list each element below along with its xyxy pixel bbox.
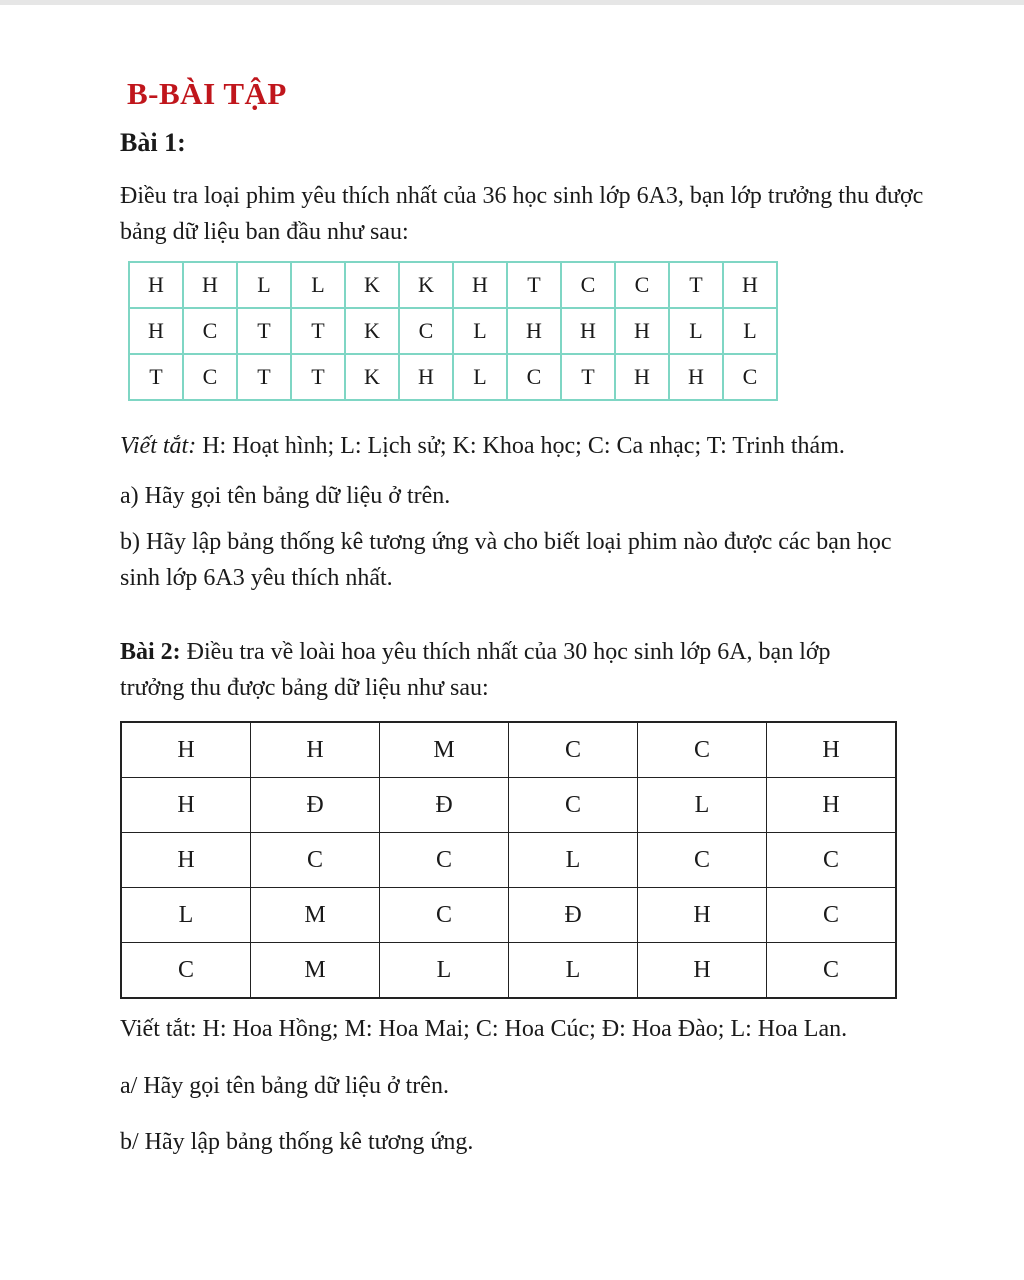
table-cell: L: [453, 354, 507, 400]
table-cell: Đ: [251, 778, 380, 833]
table-cell: C: [767, 888, 897, 943]
table-cell: T: [129, 354, 183, 400]
table-cell: Đ: [509, 888, 638, 943]
exercise-1-question-b: b) Hãy lập bảng thống kê tương ứng và cho biết loại phim nào được các bạn học sinh lớp 6A3 yêu thích nhất.: [120, 529, 892, 591]
exercise-2-table-row: [121, 888, 896, 943]
table-cell: M: [251, 943, 380, 999]
table-cell: L: [509, 833, 638, 888]
table-cell: C: [767, 943, 897, 999]
table-cell: H: [129, 308, 183, 354]
exercise-1-abbreviations: [120, 428, 845, 464]
exercise-1-question-a: a) Hãy gọi tên bảng dữ liệu ở trên.: [120, 483, 451, 509]
table-cell: L: [669, 308, 723, 354]
exercise-2-abbreviations: Viết tắt: H: Hoa Hồng; M: Hoa Mai; C: Hoa Cúc; Đ: Hoa Đào; L: Hoa Lan.: [120, 1016, 848, 1042]
table-cell: L: [121, 888, 251, 943]
table-cell: T: [291, 354, 345, 400]
table-cell: T: [561, 354, 615, 400]
exercise-1-table-row: [129, 354, 777, 400]
table-cell: H: [121, 722, 251, 778]
exercise-2-label: Bài 2:: [120, 639, 181, 665]
table-cell: C: [509, 778, 638, 833]
table-cell: L: [723, 308, 777, 354]
table-cell: K: [345, 354, 399, 400]
table-cell: T: [507, 262, 561, 308]
table-cell: C: [380, 888, 509, 943]
table-cell: Đ: [380, 778, 509, 833]
table-cell: K: [345, 308, 399, 354]
table-cell: H: [615, 308, 669, 354]
table-cell: C: [183, 308, 237, 354]
exercise-1-table-row: [129, 262, 777, 308]
table-cell: C: [638, 833, 767, 888]
table-cell: H: [615, 354, 669, 400]
exercise-2-intro: [120, 634, 900, 706]
table-cell: C: [767, 833, 897, 888]
table-cell: H: [669, 354, 723, 400]
table-cell: C: [615, 262, 669, 308]
table-cell: C: [380, 833, 509, 888]
exercise-2-intro-text: Điều tra về loài hoa yêu thích nhất của 30 học sinh lớp 6A, bạn lớp trưởng thu được bảng dữ liệu như sau:: [120, 639, 831, 701]
table-cell: L: [638, 778, 767, 833]
exercise-2-table-row: [121, 722, 896, 778]
table-cell: H: [561, 308, 615, 354]
table-cell: C: [251, 833, 380, 888]
table-cell: T: [669, 262, 723, 308]
section-title: B-BÀI TẬP: [127, 76, 287, 111]
abbreviation-label: Viết tắt:: [120, 433, 197, 459]
table-cell: H: [121, 833, 251, 888]
table-cell: H: [129, 262, 183, 308]
table-cell: H: [638, 943, 767, 999]
table-cell: L: [237, 262, 291, 308]
table-cell: H: [453, 262, 507, 308]
table-cell: L: [291, 262, 345, 308]
table-cell: K: [345, 262, 399, 308]
table-cell: C: [723, 354, 777, 400]
table-cell: C: [638, 722, 767, 778]
table-cell: T: [237, 354, 291, 400]
table-cell: H: [507, 308, 561, 354]
table-cell: M: [380, 722, 509, 778]
exercise-2-table-row: [121, 778, 896, 833]
table-cell: C: [399, 308, 453, 354]
table-cell: H: [767, 722, 897, 778]
table-cell: H: [251, 722, 380, 778]
table-cell: H: [183, 262, 237, 308]
table-cell: H: [121, 778, 251, 833]
table-cell: K: [399, 262, 453, 308]
table-cell: C: [121, 943, 251, 999]
exercise-2-data-table: [120, 721, 897, 999]
table-cell: T: [237, 308, 291, 354]
table-cell: C: [507, 354, 561, 400]
table-cell: C: [561, 262, 615, 308]
table-cell: C: [509, 722, 638, 778]
exercise-2-table-row: [121, 833, 896, 888]
table-cell: M: [251, 888, 380, 943]
exercise-2-table-row: [121, 943, 896, 999]
table-cell: H: [723, 262, 777, 308]
table-cell: L: [453, 308, 507, 354]
table-cell: C: [183, 354, 237, 400]
abbreviation-text: H: Hoạt hình; L: Lịch sử; K: Khoa học; C: Ca nhạc; T: Trinh thám.: [196, 433, 845, 459]
exercise-2-question-b: b/ Hãy lập bảng thống kê tương ứng.: [120, 1129, 474, 1155]
exercise-1-intro: Điều tra loại phim yêu thích nhất của 36 học sinh lớp 6A3, bạn lớp trưởng thu được bảng dữ liệu ban đầu như sau:: [120, 183, 924, 245]
table-cell: L: [380, 943, 509, 999]
exercise-1-table-row: [129, 308, 777, 354]
top-border: [0, 0, 1024, 5]
exercise-2-question-a: a/ Hãy gọi tên bảng dữ liệu ở trên.: [120, 1073, 449, 1099]
exercise-1-title: Bài 1:: [120, 128, 186, 157]
table-cell: H: [767, 778, 897, 833]
table-cell: H: [399, 354, 453, 400]
table-cell: L: [509, 943, 638, 999]
table-cell: T: [291, 308, 345, 354]
exercise-1-data-table: [128, 261, 778, 401]
table-cell: H: [638, 888, 767, 943]
